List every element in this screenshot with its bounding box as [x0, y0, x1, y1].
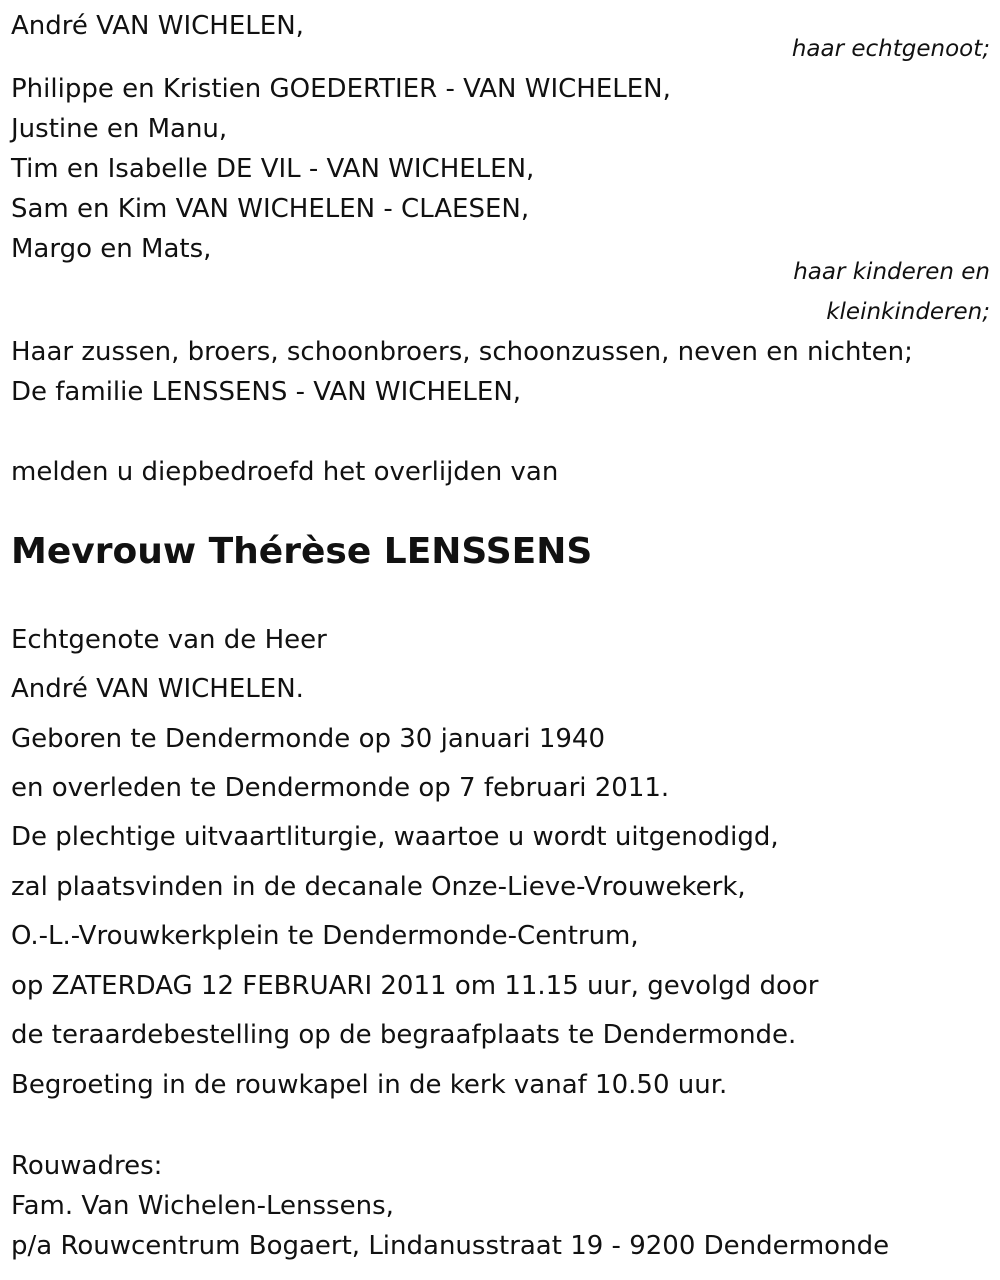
detail-line: Geboren te Dendermonde op 30 januari 1940: [11, 724, 605, 754]
detail-line: Echtgenote van de Heer: [11, 625, 327, 655]
spouse-role: haar echtgenoot;: [791, 36, 990, 62]
children-role-line2: kleinkinderen;: [826, 299, 990, 325]
detail-line: de teraardebestelling op de begraafplaats te Dendermonde.: [11, 1020, 797, 1050]
child-line: Sam en Kim VAN WICHELEN - CLAESEN,: [11, 194, 530, 224]
children-role-line1: haar kinderen en: [793, 259, 990, 285]
address-street: p/a Rouwcentrum Bogaert, Lindanusstraat 19 - 9200 Dendermonde: [11, 1231, 890, 1261]
detail-line: op ZATERDAG 12 FEBRUARI 2011 om 11.15 uur, gevolgd door: [11, 971, 819, 1001]
detail-line: O.-L.-Vrouwkerkplein te Dendermonde-Centrum,: [11, 921, 639, 951]
announcement-text: melden u diepbedroefd het overlijden van: [11, 457, 559, 487]
detail-line: De plechtige uitvaartliturgie, waartoe u wordt uitgenodigd,: [11, 822, 779, 852]
address-name: Fam. Van Wichelen-Lenssens,: [11, 1191, 394, 1221]
lenssens-family-line: De familie LENSSENS - VAN WICHELEN,: [11, 377, 522, 407]
detail-line: André VAN WICHELEN.: [11, 674, 304, 704]
spouse-name: André VAN WICHELEN,: [11, 11, 304, 41]
deceased-name: Mevrouw Thérèse LENSSENS: [11, 531, 593, 572]
child-line: Margo en Mats,: [11, 234, 212, 264]
detail-line: zal plaatsvinden in de decanale Onze-Lieve-Vrouwekerk,: [11, 872, 746, 902]
address-label: Rouwadres:: [11, 1151, 163, 1181]
detail-line: Begroeting in de rouwkapel in de kerk vanaf 10.50 uur.: [11, 1070, 728, 1100]
child-line: Justine en Manu,: [11, 114, 228, 144]
siblings-line: Haar zussen, broers, schoonbroers, schoonzussen, neven en nichten;: [11, 337, 913, 367]
detail-line: en overleden te Dendermonde op 7 februari 2011.: [11, 773, 670, 803]
child-line: Philippe en Kristien GOEDERTIER - VAN WICHELEN,: [11, 74, 671, 104]
child-line: Tim en Isabelle DE VIL - VAN WICHELEN,: [11, 154, 535, 184]
